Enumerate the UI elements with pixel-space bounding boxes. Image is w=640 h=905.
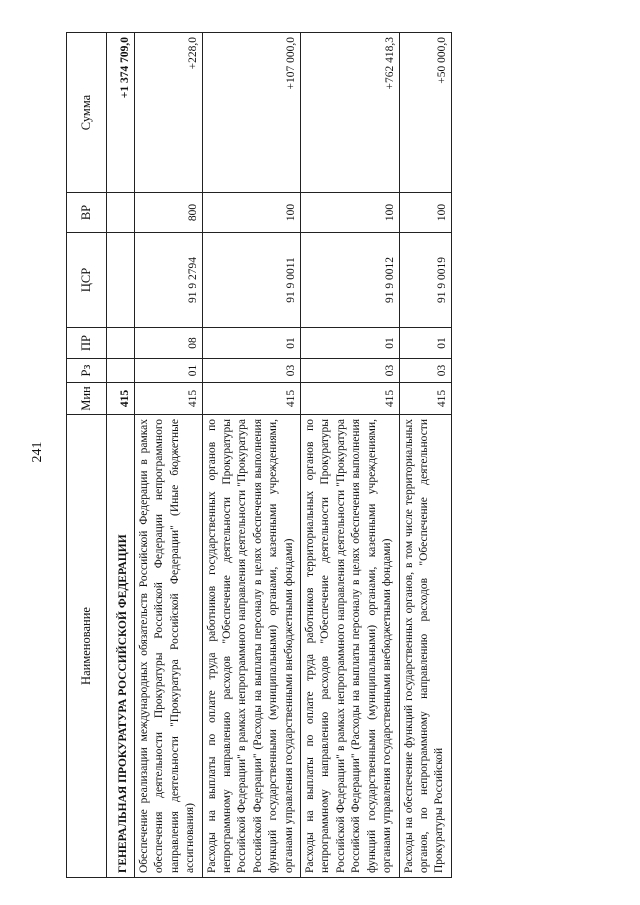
header-pr: ПР <box>67 328 107 359</box>
row-sum: +107 000,0 <box>202 33 300 193</box>
row-rz: 03 <box>399 359 451 383</box>
header-min: Мин <box>67 383 107 415</box>
header-name: Наименование <box>67 415 107 878</box>
page-number: 241 <box>30 441 45 463</box>
row-min: 415 <box>202 383 300 415</box>
row-csr: 91 9 0019 <box>399 233 451 328</box>
header-vr: ВР <box>67 193 107 233</box>
row-csr: 91 9 0011 <box>202 233 300 328</box>
table-row <box>202 33 300 878</box>
row-csr: 91 9 0012 <box>301 233 399 328</box>
row-name: ГЕНЕРАЛЬНАЯ ПРОКУРАТУРА РОССИЙСКОЙ ФЕДЕРАЦИИ <box>107 415 135 878</box>
header-sum: Сумма <box>67 33 107 193</box>
row-pr: 01 <box>399 328 451 359</box>
row-sum: +762 418,3 <box>301 33 399 193</box>
row-vr: 100 <box>301 193 399 233</box>
budget-table <box>66 32 452 878</box>
row-name: Обеспечение реализации международных обязательств Российской Федерации в рамках обеспечения деятельности Прокуратуры Российской Федерации непрограммного направления деятельности "Прокуратура Российской Федерации" (Иные бюджетные ассигнования) <box>135 415 203 878</box>
row-vr: 800 <box>135 193 203 233</box>
row-vr <box>107 193 135 233</box>
header-csr: ЦСР <box>67 233 107 328</box>
table-row-ministry <box>107 33 135 878</box>
header-rz: Рз <box>67 359 107 383</box>
row-vr: 100 <box>399 193 451 233</box>
row-min: 415 <box>135 383 203 415</box>
row-name: Расходы на выплаты по оплате труда работников территориальных органов по непрограммному направлению расходов "Обеспечение деятельности Прокуратуры Российской Федерации" в рамках непрограммного направления деятельности "Прокуратура Российской Федерации" (Расходы на выплаты персоналу в целях обеспечения выполнения функций государственными (муниципальными) органами, казенными учреждениями, органами управления государственными внебюджетными фондами) <box>301 415 399 878</box>
row-csr <box>107 233 135 328</box>
row-pr <box>107 328 135 359</box>
row-rz: 03 <box>301 359 399 383</box>
row-sum: +50 000,0 <box>399 33 451 193</box>
row-pr: 01 <box>301 328 399 359</box>
row-sum: +1 374 709,0 <box>107 33 135 193</box>
table-row <box>399 33 451 878</box>
row-rz: 01 <box>135 359 203 383</box>
table-header-row <box>67 33 107 878</box>
row-min: 415 <box>399 383 451 415</box>
row-rz <box>107 359 135 383</box>
row-pr: 08 <box>135 328 203 359</box>
row-vr: 100 <box>202 193 300 233</box>
rotated-page-content <box>66 33 584 878</box>
table-row <box>135 33 203 878</box>
row-name: Расходы на выплаты по оплате труда работников государственных органов по непрограммному направлению расходов "Обеспечение деятельности Прокуратуры Российской Федерации" в рамках непрограммного направления деятельности "Прокуратура Российской Федерации" (Расходы на выплаты персоналу в целях обеспечения выполнения функций государственными (муниципальными) органами, казенными учреждениями, органами управления государственными внебюджетными фондами) <box>202 415 300 878</box>
row-pr: 01 <box>202 328 300 359</box>
row-min: 415 <box>107 383 135 415</box>
row-rz: 03 <box>202 359 300 383</box>
table-row <box>301 33 399 878</box>
row-csr: 91 9 2794 <box>135 233 203 328</box>
row-name: Расходы на обеспечение функций государственных органов, в том числе территориальных органов, по непрограммному направлению расходов "Обеспечение деятельности Прокуратуры Российской <box>399 415 451 878</box>
row-min: 415 <box>301 383 399 415</box>
row-sum: +228,0 <box>135 33 203 193</box>
